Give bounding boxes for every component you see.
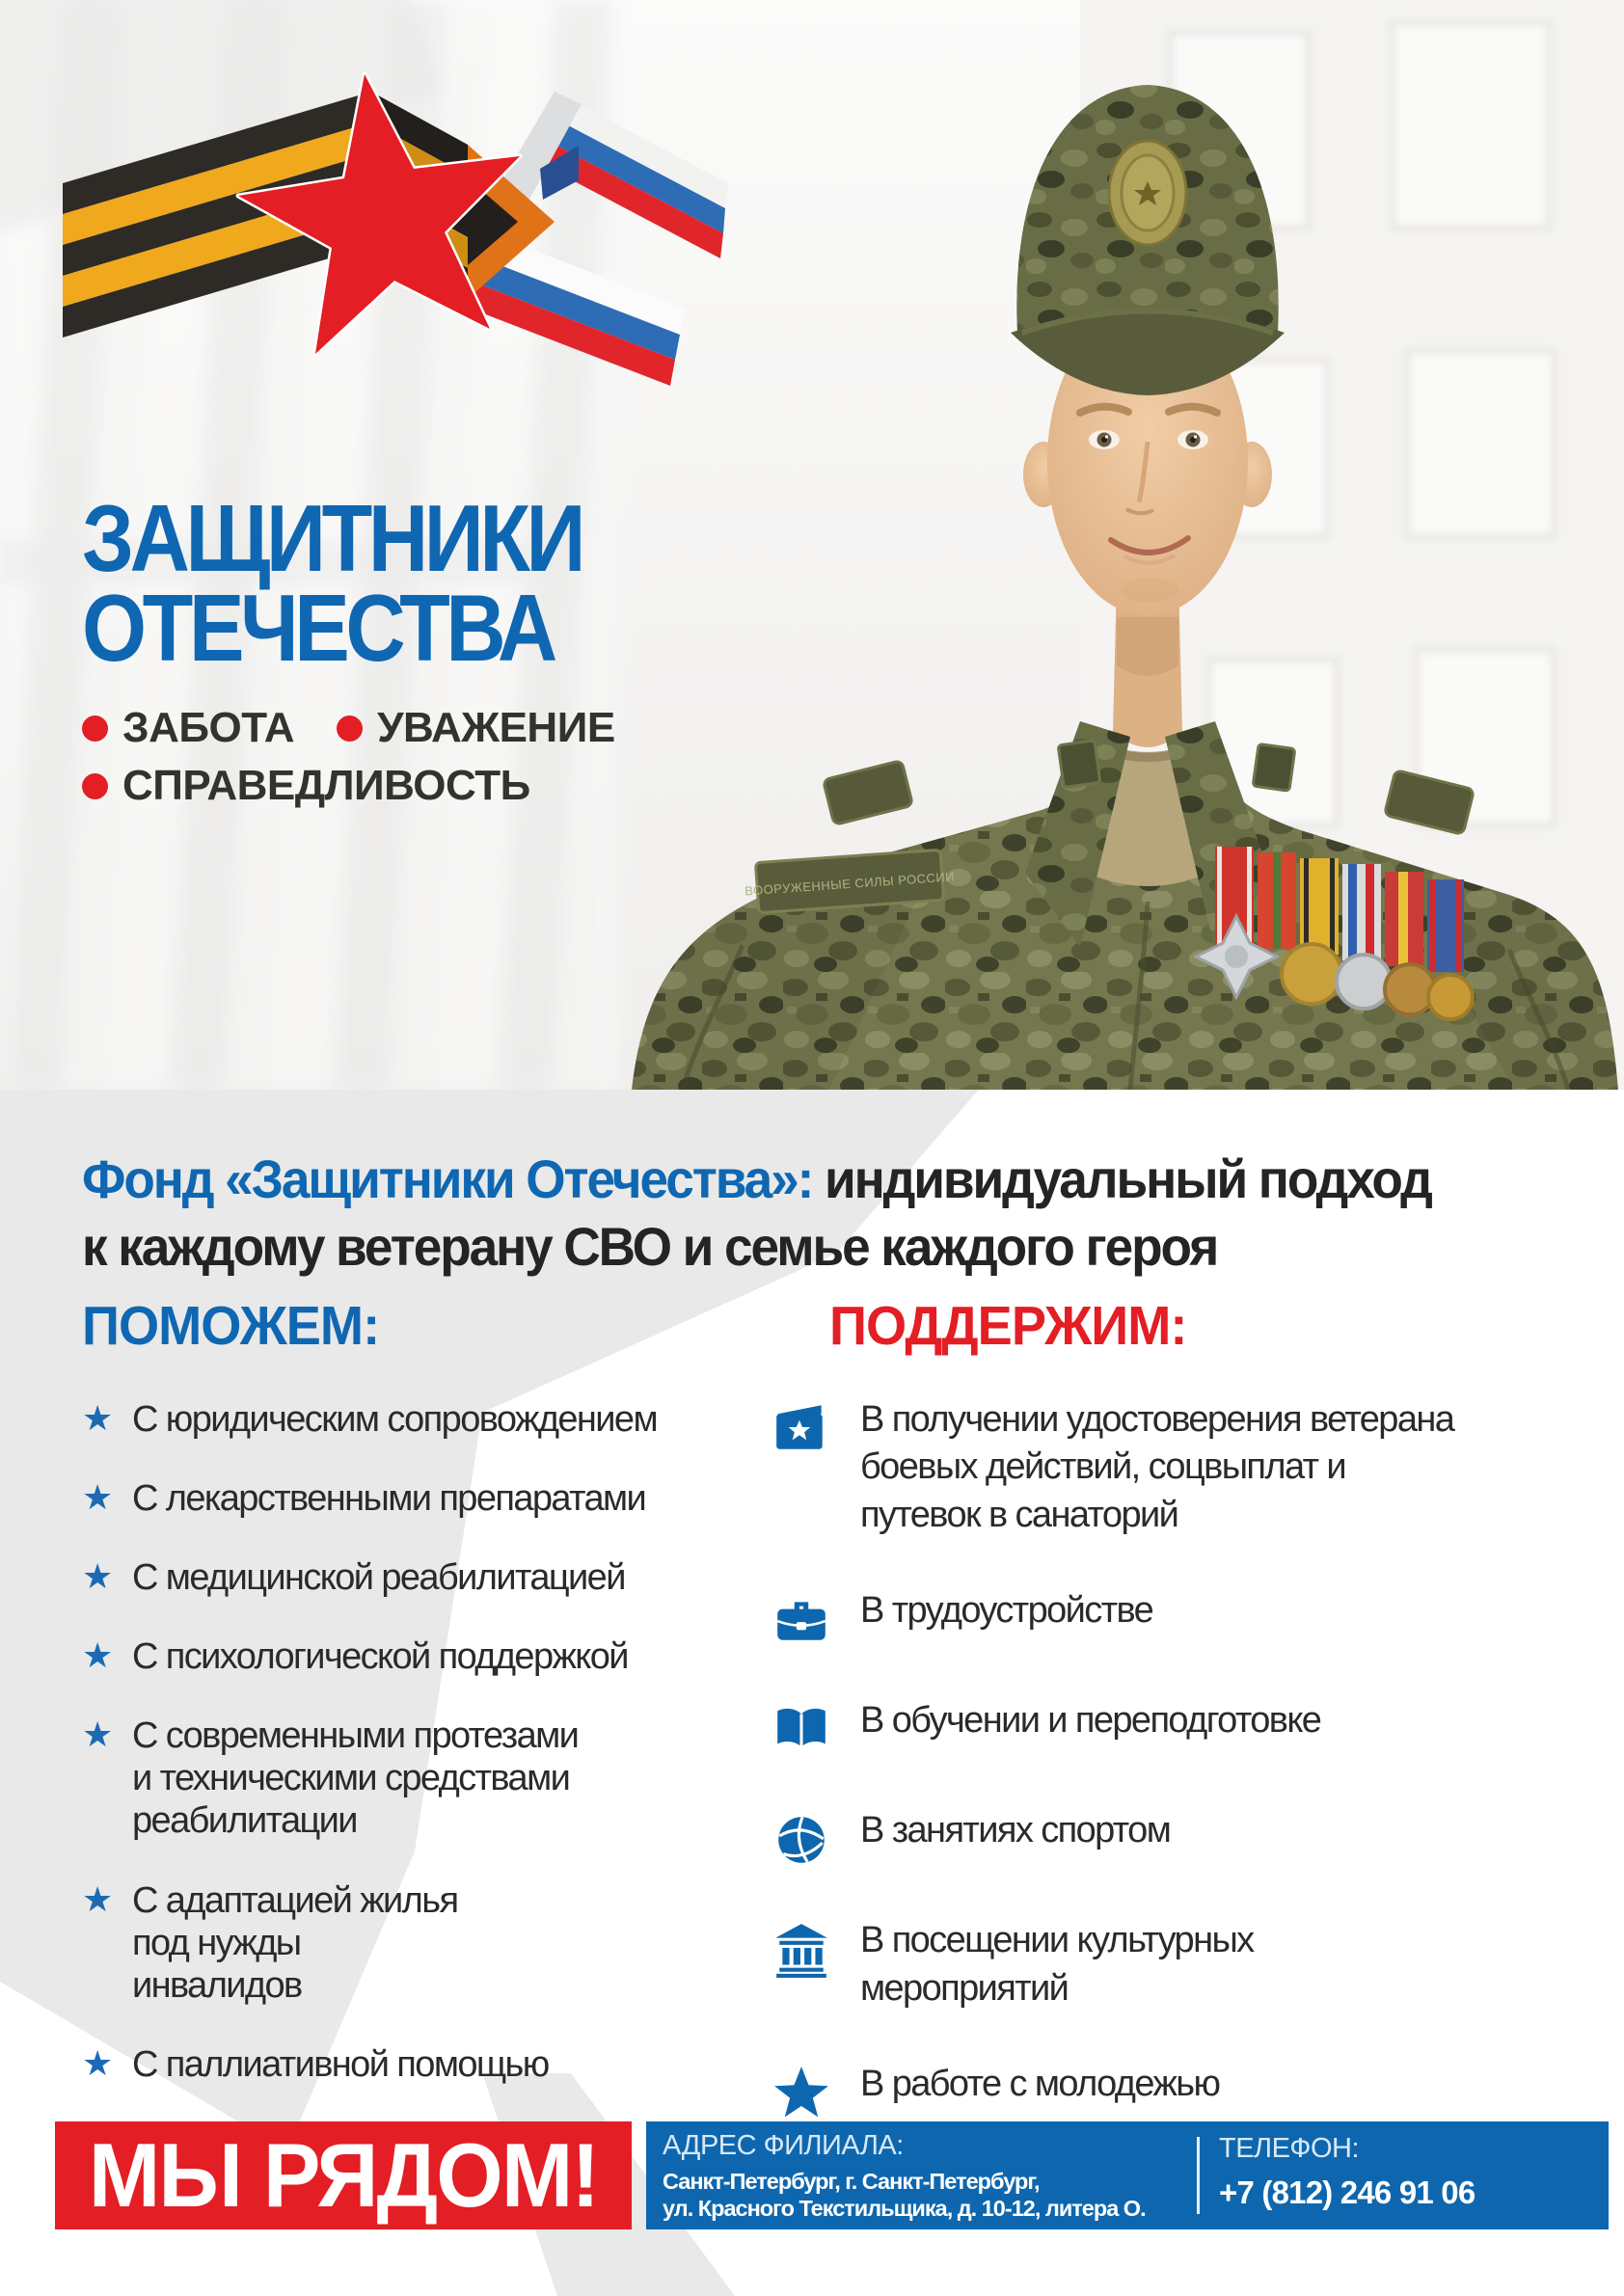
support-column [771, 1294, 1582, 2122]
red-dot-icon [82, 773, 108, 799]
phone-block [1219, 2133, 1475, 2211]
address-label: АДРЕС ФИЛИАЛА: [663, 2130, 904, 2161]
headline [82, 1146, 1502, 1281]
value-label: ЗАБОТА [122, 704, 295, 751]
headline-line-2: к каждому ветерану СВО и семье каждого героя [82, 1216, 1218, 1277]
red-dot-icon [82, 716, 108, 742]
value-label: УВАЖЕНИЕ [377, 704, 615, 751]
list-item [771, 1917, 1582, 2012]
support-item-text: В трудоустройстве [860, 1590, 1153, 1632]
star-bullet-icon: ★ [82, 1635, 114, 1676]
support-list [771, 1396, 1582, 2122]
help-item-text: С адаптацией жилья под нужды инвалидов [132, 1879, 458, 2006]
svg-text:ВООРУЖЕННЫЕ СИЛЫ РОССИИ: ВООРУЖЕННЫЕ СИЛЫ РОССИИ [744, 869, 956, 899]
volleyball-icon [771, 1809, 831, 1869]
veteran-id-icon [771, 1398, 831, 1458]
support-item-text: В получении удостоверения ветерана боевых действий, соцвыплат и путевок в санаторий [860, 1399, 1454, 1535]
list-item [82, 1556, 718, 1599]
list-item [771, 1396, 1582, 1539]
support-item-text: В занятиях спортом [860, 1810, 1171, 1851]
headline-rest: индивидуальный подход [824, 1148, 1431, 1209]
museum-icon [771, 1919, 831, 1979]
title-line-1: ЗАЩИТНИКИ [82, 485, 582, 591]
list-item [82, 1398, 718, 1441]
list-item [82, 1477, 718, 1520]
star-bullet-icon: ★ [82, 1477, 114, 1518]
values-row-2 [82, 762, 530, 810]
help-column [82, 1294, 718, 2086]
help-list [82, 1398, 718, 2086]
star-bullet-icon: ★ [82, 1398, 114, 1438]
phone-number: +7 (812) 246 91 06 [1219, 2174, 1475, 2210]
slogan-text: МЫ РЯДОМ! [88, 2124, 599, 2226]
help-item-text: С лекарственными препаратами [132, 1478, 646, 1520]
contact-box [646, 2121, 1609, 2229]
list-item [82, 1635, 718, 1678]
star-bullet-icon: ★ [82, 1556, 114, 1597]
support-item-text: В обучении и переподготовке [860, 1700, 1321, 1742]
list-item [771, 2061, 1582, 2122]
hero-section [0, 0, 1624, 1090]
list-item [771, 1807, 1582, 1869]
star-bullet-icon: ★ [82, 1878, 114, 1919]
red-dot-icon [337, 716, 363, 742]
open-book-icon [771, 1699, 831, 1759]
fund-logo [53, 53, 747, 458]
help-item-text: С медицинской реабилитацией [132, 1557, 625, 1599]
list-item [82, 1879, 718, 2007]
help-item-text: С современными протезами и техническими средствами реабилитации [132, 1715, 579, 1842]
list-item [771, 1697, 1582, 1759]
briefcase-icon [771, 1589, 831, 1649]
title-line-2: ОТЕЧЕСТВА [82, 575, 554, 682]
headline-highlight: Фонд «Защитники Отечества»: [82, 1148, 813, 1209]
info-section [0, 1090, 1624, 2296]
help-title: ПОМОЖЕМ: [82, 1295, 380, 1357]
phone-label: ТЕЛЕФОН: [1219, 2133, 1360, 2164]
address-line-2: ул. Красного Текстильщика, д. 10-12, литера О. [663, 2196, 1146, 2222]
star-bullet-icon: ★ [82, 1715, 114, 1755]
help-item-text: С юридическим сопровождением [132, 1399, 657, 1440]
page-title [82, 485, 650, 682]
support-title: ПОДДЕРЖИМ: [829, 1295, 1187, 1357]
help-item-text: С паллиативной помощью [132, 2043, 549, 2085]
value-label: СПРАВЕДЛИВОСТЬ [122, 762, 530, 809]
star-bullet-icon: ★ [82, 2042, 114, 2083]
address-block [663, 2130, 1146, 2222]
list-item [771, 1587, 1582, 1649]
vertical-divider [1197, 2137, 1200, 2214]
values-row-1 [82, 704, 615, 752]
star-icon [771, 2063, 831, 2122]
address-line-1: Санкт-Петербург, г. Санкт-Петербург, [663, 2169, 1040, 2194]
list-item [82, 2043, 718, 2086]
list-item [82, 1715, 718, 1842]
help-item-text: С психологической поддержкой [132, 1636, 628, 1678]
support-item-text: В посещении культурных мероприятий [860, 1920, 1254, 2009]
support-item-text: В работе с молодежью [860, 2063, 1220, 2104]
slogan-box [55, 2121, 632, 2229]
